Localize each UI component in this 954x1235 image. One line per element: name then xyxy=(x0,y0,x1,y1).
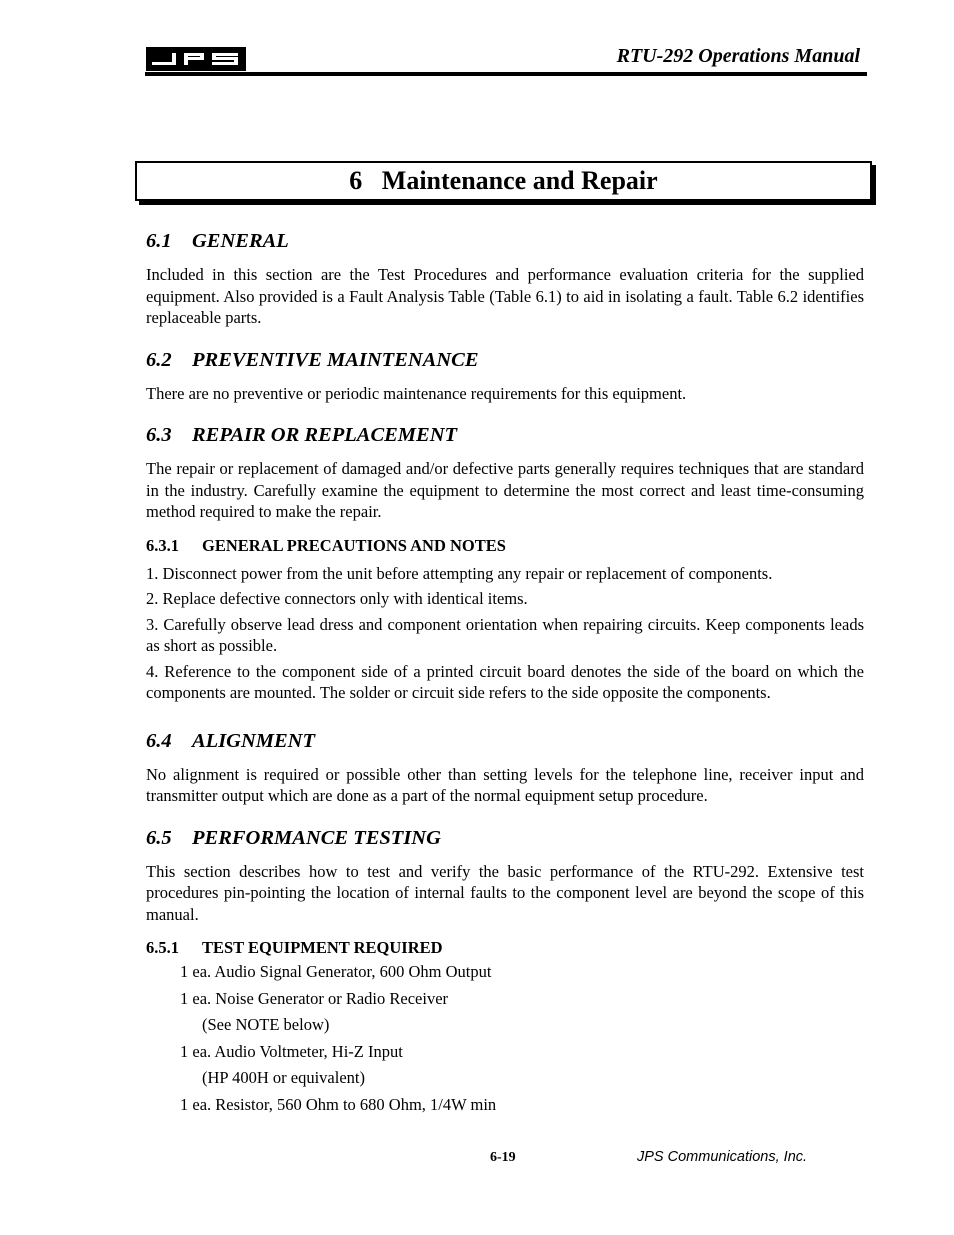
section-title: GENERAL PRECAUTIONS AND NOTES xyxy=(202,535,506,555)
equipment-item: 1 ea. Noise Generator or Radio Receiver xyxy=(180,988,449,1008)
list-item: 4. Reference to the component side of a printed circuit board denotes the side of the board on which the components are mounted. The solder or circuit side refers to the side opposite the components. xyxy=(146,661,864,702)
page-number: 6-19 xyxy=(490,1150,516,1165)
section-title: REPAIR OR REPLACEMENT xyxy=(192,424,458,446)
section-6-5-heading xyxy=(146,825,864,851)
equipment-item: 1 ea. Resistor, 560 Ohm to 680 Ohm, 1/4W min xyxy=(180,1094,497,1114)
equipment-item: 1 ea. Audio Voltmeter, Hi-Z Input xyxy=(180,1041,403,1061)
section-6-5-1-heading xyxy=(146,937,864,959)
section-6-3-text: The repair or replacement of damaged and/or defective parts generally requires techniques that are standard in the industry. Carefully examine the equipment to determine the most correct and least time-consuming method required to make the repair. xyxy=(146,459,864,521)
section-6-2-text: There are no preventive or periodic maintenance requirements for this equipment. xyxy=(146,383,687,403)
section-6-1-text: Included in this section are the Test Procedures and performance evaluation criteria for the supplied equipment. Also provided is a Fault Analysis Table (Table 6.1) to aid in isolating a fault. Table 6.2 identifies replaceable parts. xyxy=(146,265,864,327)
section-title: ALIGNMENT xyxy=(192,729,316,752)
section-6-4-heading xyxy=(146,728,864,754)
section-title: TEST EQUIPMENT REQUIRED xyxy=(202,938,443,957)
equipment-item: 1 ea. Audio Signal Generator, 600 Ohm Output xyxy=(180,962,492,981)
section-6-5-text: This section describes how to test and verify the basic performance of the RTU-292. Extensive test procedures pin-pointing the location of internal faults to the component level are beyond the scope of this manual. xyxy=(146,861,864,924)
chapter-title xyxy=(137,166,870,196)
section-number: 6.1 xyxy=(146,230,172,252)
section-6-1-heading xyxy=(146,228,864,254)
section-number: 6.3 xyxy=(146,424,172,446)
section-6-3-heading xyxy=(146,422,864,448)
equipment-note: (HP 400H or equivalent) xyxy=(202,1068,365,1087)
section-title: GENERAL xyxy=(192,230,289,252)
list-item: 2. Replace defective connectors only with identical items. xyxy=(146,589,528,608)
section-6-4-text: No alignment is required or possible other than setting levels for the telephone line, receiver input and transmitter output which are done as a part of the normal equipment setup procedure. xyxy=(146,764,864,805)
section-number: 6.5.1 xyxy=(146,938,179,957)
section-number: 6.5 xyxy=(146,826,172,849)
jps-logo xyxy=(146,47,246,71)
precautions-list xyxy=(146,563,864,704)
section-6-2-heading xyxy=(146,347,864,373)
list-item: 1. Disconnect power from the unit before attempting any repair or replacement of components. xyxy=(146,563,773,583)
section-number: 6.3.1 xyxy=(146,535,179,555)
section-number: 6.4 xyxy=(146,729,172,752)
equipment-list xyxy=(180,959,864,1118)
list-item: 3. Carefully observe lead dress and component orientation when repairing circuits. Keep components leads as short as possible. xyxy=(146,614,864,655)
chapter-title-text: Maintenance and Repair xyxy=(381,166,658,195)
section-title: PERFORMANCE TESTING xyxy=(192,826,441,849)
chapter-number: 6 xyxy=(349,166,363,195)
chapter-heading-box xyxy=(135,161,872,201)
equipment-note: (See NOTE below) xyxy=(202,1015,330,1034)
page-body xyxy=(146,228,864,1118)
section-6-3-1-heading xyxy=(146,535,864,557)
section-number: 6.2 xyxy=(146,348,172,371)
header-rule xyxy=(145,72,867,76)
section-title: PREVENTIVE MAINTENANCE xyxy=(192,348,479,371)
manual-title: RTU-292 Operations Manual xyxy=(616,45,860,67)
company-name: JPS Communications, Inc. xyxy=(637,1149,808,1165)
